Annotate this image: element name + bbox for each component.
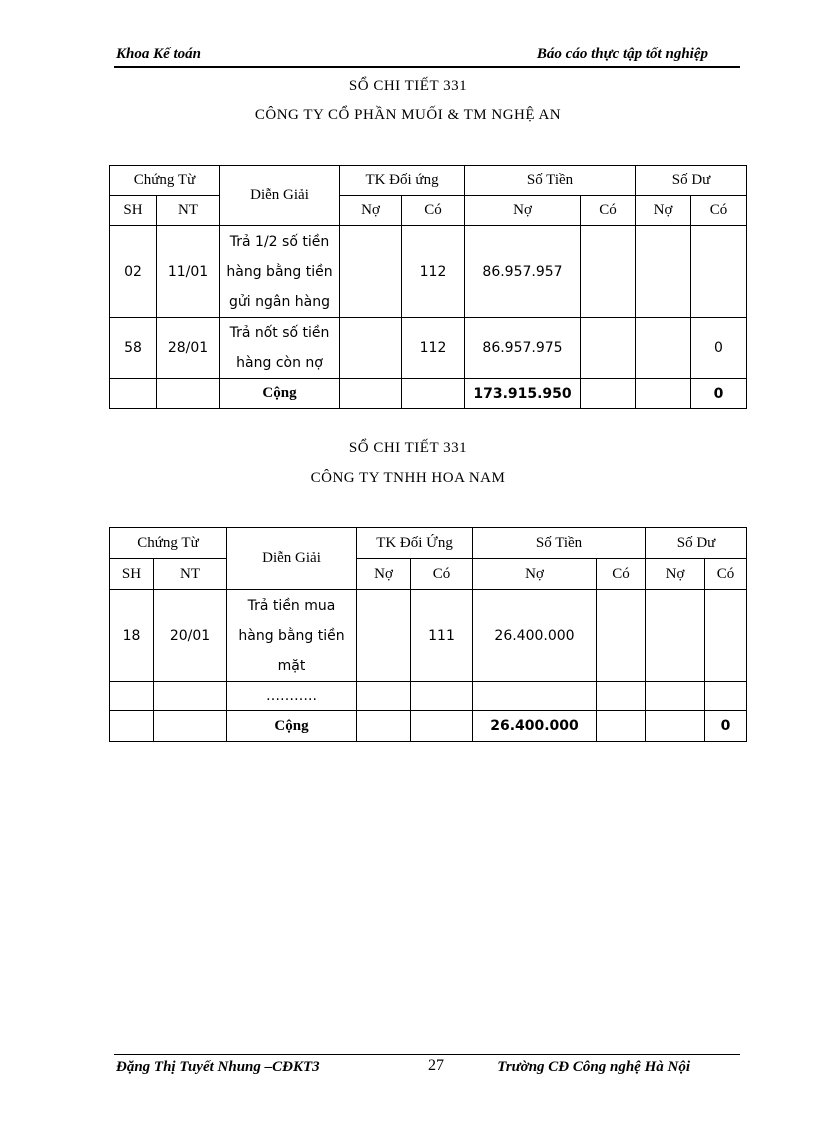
col-nt: NT bbox=[157, 196, 220, 226]
cell-dien-giai bbox=[227, 590, 357, 682]
col-chung-tu: Chứng Từ bbox=[110, 166, 220, 196]
table-row bbox=[110, 682, 747, 711]
company-name-1: CÔNG TY CỔ PHẦN MUỐI & TM NGHỆ AN bbox=[254, 107, 562, 123]
page-footer bbox=[114, 1054, 740, 1083]
cell-sh: 58 bbox=[110, 318, 157, 379]
cell-du-co bbox=[705, 590, 747, 682]
ledger-title-1: SỔ CHI TIẾT 331 bbox=[348, 78, 468, 94]
cell-nt: 11/01 bbox=[157, 226, 220, 318]
total-label: Cộng bbox=[227, 711, 357, 742]
col-tk-co: Có bbox=[411, 559, 473, 590]
total-tien-no: 173.915.950 bbox=[465, 379, 581, 409]
cell-tien-no: 86.957.975 bbox=[465, 318, 581, 379]
cell-tien-co bbox=[581, 318, 636, 379]
col-du-no: Nợ bbox=[636, 196, 691, 226]
cell-sh: 18 bbox=[110, 590, 154, 682]
total-row bbox=[110, 379, 747, 409]
cell-tien-co bbox=[581, 226, 636, 318]
page-number: 27 bbox=[428, 1057, 444, 1074]
col-tien-no: Nợ bbox=[465, 196, 581, 226]
ledger-title-2: SỔ CHI TIẾT 331 bbox=[348, 440, 468, 456]
cell-du-co: 0 bbox=[691, 318, 747, 379]
table-row bbox=[110, 226, 747, 318]
cell-tien-co bbox=[597, 590, 646, 682]
company-name-2: CÔNG TY TNHH HOA NAM bbox=[310, 470, 506, 486]
subheader-row bbox=[110, 196, 747, 226]
total-du-co: 0 bbox=[691, 379, 747, 409]
cell-dien-giai bbox=[227, 682, 357, 711]
total-tien-no: 26.400.000 bbox=[473, 711, 597, 742]
cell-du-no bbox=[636, 318, 691, 379]
col-du-co: Có bbox=[691, 196, 747, 226]
cell-dien-giai bbox=[220, 226, 340, 318]
page-header bbox=[114, 44, 740, 68]
ledger-table-1 bbox=[109, 165, 747, 409]
col-so-tien: Số Tiền bbox=[465, 166, 636, 196]
total-du-co: 0 bbox=[705, 711, 747, 742]
table-row bbox=[110, 590, 747, 682]
footer-author: Đặng Thị Tuyết Nhung –CĐKT3 bbox=[116, 1059, 320, 1075]
col-nt: NT bbox=[154, 559, 227, 590]
desc-line: Trả 1/2 số tiền bbox=[229, 233, 330, 250]
header-row bbox=[110, 528, 747, 559]
header-row bbox=[110, 166, 747, 196]
cell-tien-co bbox=[597, 682, 646, 711]
col-tien-co: Có bbox=[581, 196, 636, 226]
subheader-row bbox=[110, 559, 747, 590]
col-tk-no: Nợ bbox=[357, 559, 411, 590]
header-report-title: Báo cáo thực tập tốt nghiệp bbox=[536, 46, 708, 62]
cell-du-no bbox=[646, 590, 705, 682]
desc-line: mặt bbox=[277, 657, 306, 674]
cell-tien-no: 26.400.000 bbox=[473, 590, 597, 682]
cell-tk-co: 112 bbox=[402, 226, 465, 318]
col-dien-giai: Diễn Giải bbox=[220, 166, 340, 226]
col-sh: SH bbox=[110, 196, 157, 226]
desc-line: hàng bằng tiền bbox=[226, 263, 333, 280]
cell-tk-co: 112 bbox=[402, 318, 465, 379]
cell-sh: 02 bbox=[110, 226, 157, 318]
cell-nt: 28/01 bbox=[157, 318, 220, 379]
cell-du-no bbox=[636, 226, 691, 318]
cell-tk-no bbox=[340, 226, 402, 318]
desc-line: ……….. bbox=[266, 688, 317, 704]
footer-school: Trường CĐ Công nghệ Hà Nội bbox=[497, 1059, 690, 1075]
ledger-table-2 bbox=[109, 527, 747, 742]
col-so-du: Số Dư bbox=[646, 528, 747, 559]
col-dien-giai: Diễn Giải bbox=[227, 528, 357, 590]
col-so-tien: Số Tiền bbox=[473, 528, 646, 559]
col-tien-co: Có bbox=[597, 559, 646, 590]
col-so-du: Số Dư bbox=[636, 166, 747, 196]
col-tk-doi-ung: TK Đối ứng bbox=[340, 166, 465, 196]
total-row bbox=[110, 711, 747, 742]
desc-line: hàng còn nợ bbox=[236, 355, 323, 371]
desc-line: Trả tiền mua bbox=[247, 597, 336, 614]
cell-tk-no bbox=[357, 682, 411, 711]
cell-tk-no bbox=[340, 318, 402, 379]
cell-nt: 20/01 bbox=[154, 590, 227, 682]
cell-tien-no bbox=[473, 682, 597, 711]
table-row bbox=[110, 318, 747, 379]
col-tien-no: Nợ bbox=[473, 559, 597, 590]
col-du-no: Nợ bbox=[646, 559, 705, 590]
cell-du-co bbox=[691, 226, 747, 318]
col-tk-no: Nợ bbox=[340, 196, 402, 226]
total-label: Cộng bbox=[220, 379, 340, 409]
col-chung-tu: Chứng Từ bbox=[110, 528, 227, 559]
cell-tk-co: 111 bbox=[411, 590, 473, 682]
cell-tk-no bbox=[357, 590, 411, 682]
col-du-co: Có bbox=[705, 559, 747, 590]
col-sh: SH bbox=[110, 559, 154, 590]
cell-tk-co bbox=[411, 682, 473, 711]
col-tk-co: Có bbox=[402, 196, 465, 226]
cell-tien-no: 86.957.957 bbox=[465, 226, 581, 318]
cell-nt bbox=[154, 682, 227, 711]
desc-line: gửi ngân hàng bbox=[229, 293, 330, 310]
col-tk-doi-ung: TK Đối Ứng bbox=[357, 528, 473, 559]
desc-line: hàng bằng tiền bbox=[238, 627, 345, 644]
desc-line: Trả nốt số tiền bbox=[229, 325, 330, 341]
header-department: Khoa Kế toán bbox=[116, 46, 202, 62]
cell-du-co bbox=[705, 682, 747, 711]
cell-sh bbox=[110, 682, 154, 711]
cell-du-no bbox=[646, 682, 705, 711]
cell-dien-giai bbox=[220, 318, 340, 379]
